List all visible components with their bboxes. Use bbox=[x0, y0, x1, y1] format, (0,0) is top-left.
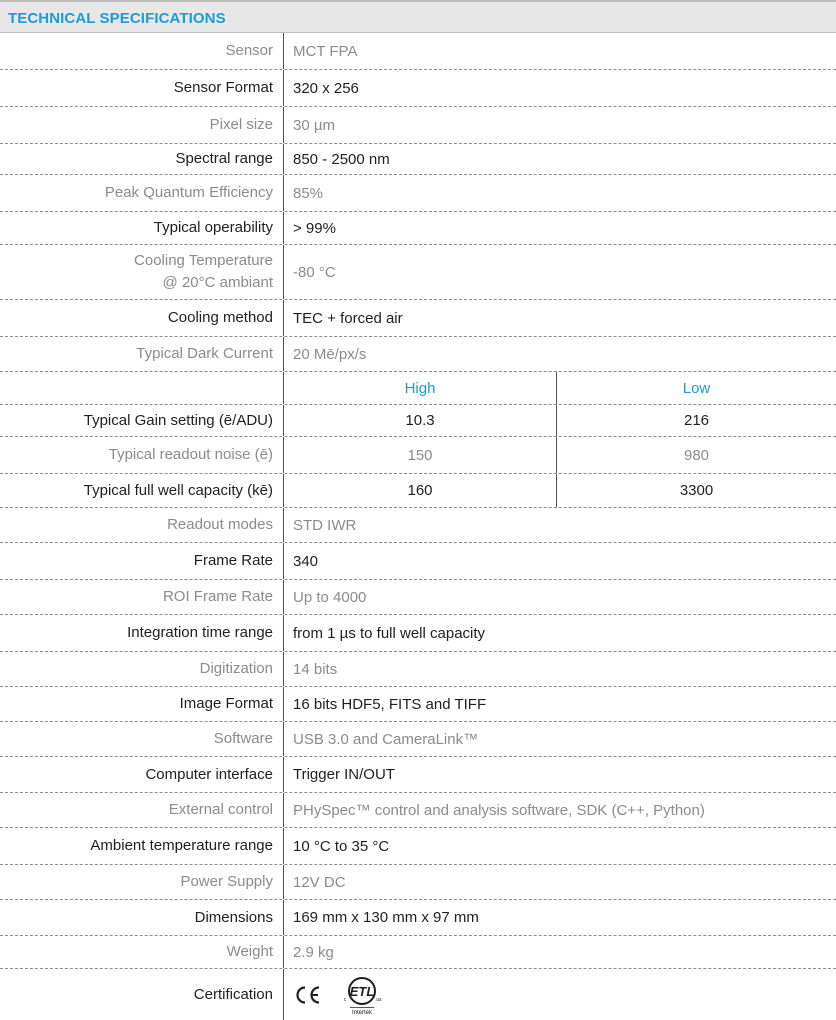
gain-high-value: 150 bbox=[407, 446, 433, 464]
spec-label: Typical readout noise (ē) bbox=[108, 446, 273, 463]
spec-row-external-control bbox=[0, 793, 836, 828]
column-divider bbox=[283, 144, 284, 174]
spec-label: ROI Frame Rate bbox=[162, 588, 273, 605]
spec-row-software bbox=[0, 722, 836, 757]
column-divider bbox=[283, 865, 284, 899]
column-divider bbox=[283, 337, 284, 371]
spec-label: Dimensions bbox=[194, 908, 273, 926]
spec-value: 16 bits HDF5, FITS and TIFF bbox=[293, 695, 487, 713]
spec-label: Sensor bbox=[225, 42, 273, 59]
spec-label: Integration time range bbox=[127, 624, 273, 641]
column-divider bbox=[283, 615, 284, 651]
spec-value: 14 bits bbox=[293, 660, 338, 678]
spec-label: Software bbox=[213, 730, 273, 747]
etl-mark-c-text: c bbox=[343, 996, 347, 1003]
spec-label: Frame Rate bbox=[193, 552, 273, 569]
spec-row-sensor-format bbox=[0, 70, 836, 107]
spec-label: Image Format bbox=[179, 695, 273, 712]
column-divider bbox=[283, 969, 284, 1020]
spec-value: 20 Mē/px/s bbox=[293, 345, 367, 363]
spec-label: External control bbox=[168, 801, 273, 818]
column-divider bbox=[283, 175, 284, 211]
spec-label: Typical full well capacity (kē) bbox=[83, 481, 273, 499]
spec-label-line: @ 20°C ambiant bbox=[162, 274, 273, 291]
column-divider bbox=[283, 300, 284, 336]
spec-label: Typical Gain setting (ē/ADU) bbox=[83, 411, 273, 429]
gain-low-header: Low bbox=[682, 379, 711, 397]
column-divider bbox=[283, 33, 284, 69]
column-divider bbox=[283, 936, 284, 968]
etl-listed-mark-icon bbox=[340, 975, 384, 1015]
column-divider bbox=[283, 508, 284, 542]
column-divider bbox=[283, 900, 284, 935]
spec-value: from 1 µs to full well capacity bbox=[293, 624, 486, 642]
spec-label: Pixel size bbox=[209, 116, 273, 133]
spec-value: Trigger IN/OUT bbox=[293, 766, 395, 783]
spec-value: 12V DC bbox=[293, 873, 346, 891]
spec-row-ambient-temperature bbox=[0, 828, 836, 865]
column-divider bbox=[283, 722, 284, 756]
spec-row-frame-rate bbox=[0, 543, 836, 580]
spec-row-sensor bbox=[0, 33, 836, 70]
spec-label: Certification bbox=[193, 985, 273, 1003]
etl-mark-text: ETL bbox=[349, 983, 375, 999]
spec-row-roi-frame-rate bbox=[0, 580, 836, 615]
spec-row-spectral-range bbox=[0, 144, 836, 175]
etl-mark-sub-text: Intertek bbox=[351, 1009, 373, 1015]
spec-row-integration-time bbox=[0, 615, 836, 652]
spec-label: Peak Quantum Efficiency bbox=[104, 184, 273, 201]
spec-label: Weight bbox=[226, 943, 273, 960]
column-divider bbox=[283, 245, 284, 299]
spec-row-peak-qe bbox=[0, 175, 836, 212]
spec-row-certification bbox=[0, 969, 836, 1020]
spec-label: Power Supply bbox=[180, 873, 273, 890]
spec-value: Up to 4000 bbox=[293, 588, 367, 606]
spec-value: 2.9 kg bbox=[293, 943, 334, 961]
spec-label: Digitization bbox=[199, 660, 273, 677]
spec-label: Cooling method bbox=[167, 309, 273, 326]
spec-value: 850 - 2500 nm bbox=[293, 150, 390, 168]
gain-low-value: 216 bbox=[683, 412, 710, 429]
spec-label: Typical operability bbox=[153, 219, 273, 236]
spec-label: Readout modes bbox=[167, 516, 273, 533]
spec-value: MCT FPA bbox=[293, 42, 358, 60]
column-divider bbox=[283, 212, 284, 244]
gain-low-value: 3300 bbox=[679, 482, 714, 499]
spec-value: > 99% bbox=[293, 219, 336, 237]
spec-row-power-supply bbox=[0, 865, 836, 900]
spec-value: STD IWR bbox=[293, 516, 357, 534]
spec-row-dimensions bbox=[0, 900, 836, 936]
spec-value: USB 3.0 and CameraLink™ bbox=[293, 730, 479, 748]
spec-value: PHySpec™ control and analysis software, SDK (C++, Python) bbox=[293, 801, 705, 819]
spec-label: Sensor Format bbox=[173, 79, 273, 96]
spec-row-image-format bbox=[0, 687, 836, 722]
spec-header bbox=[0, 2, 836, 32]
spec-row-cooling-method bbox=[0, 300, 836, 337]
spec-label bbox=[0, 245, 273, 299]
column-divider bbox=[283, 687, 284, 721]
spec-label: Ambient temperature range bbox=[90, 837, 273, 854]
spec-label-line: Cooling Temperature bbox=[134, 252, 273, 269]
spec-value: 169 mm x 130 mm x 97 mm bbox=[293, 909, 479, 926]
gain-header-row bbox=[0, 372, 836, 405]
certification-logos bbox=[292, 969, 832, 1020]
spec-row-full-well bbox=[0, 474, 836, 508]
spec-value: 320 x 256 bbox=[293, 79, 359, 97]
column-divider bbox=[283, 652, 284, 686]
spec-label: Computer interface bbox=[145, 765, 273, 783]
gain-low-value: 980 bbox=[683, 446, 710, 464]
column-divider bbox=[283, 70, 284, 106]
column-divider bbox=[283, 793, 284, 827]
spec-row-weight bbox=[0, 936, 836, 969]
gain-high-value: 160 bbox=[407, 482, 433, 499]
spec-value: 10 °C to 35 °C bbox=[293, 837, 390, 855]
gain-high-header: High bbox=[404, 379, 436, 397]
spec-value: TEC + forced air bbox=[293, 309, 403, 327]
spec-row-readout-modes bbox=[0, 508, 836, 543]
spec-value: 30 µm bbox=[293, 116, 335, 134]
column-divider bbox=[283, 828, 284, 864]
spec-title: TECHNICAL SPECIFICATIONS bbox=[8, 10, 226, 27]
spec-value: 340 bbox=[293, 552, 319, 570]
column-divider bbox=[283, 107, 284, 143]
spec-value: 85% bbox=[293, 184, 324, 202]
spec-row-dark-current bbox=[0, 337, 836, 372]
spec-value: -80 °C bbox=[293, 263, 336, 281]
spec-row-computer-interface bbox=[0, 757, 836, 793]
ce-mark-icon bbox=[292, 984, 324, 1006]
column-divider bbox=[283, 543, 284, 579]
spec-label: Spectral range bbox=[175, 150, 273, 167]
gain-high-value: 10.3 bbox=[405, 412, 435, 429]
spec-row-readout-noise bbox=[0, 437, 836, 474]
column-divider bbox=[283, 580, 284, 614]
spec-row-cooling-temperature bbox=[0, 245, 836, 300]
spec-row-digitization bbox=[0, 652, 836, 687]
spec-row-pixel-size bbox=[0, 107, 836, 144]
spec-row-gain-setting bbox=[0, 405, 836, 437]
column-divider bbox=[283, 757, 284, 792]
spec-label: Typical Dark Current bbox=[136, 345, 273, 362]
spec-row-operability bbox=[0, 212, 836, 245]
etl-mark-us-text: us bbox=[376, 996, 382, 1003]
